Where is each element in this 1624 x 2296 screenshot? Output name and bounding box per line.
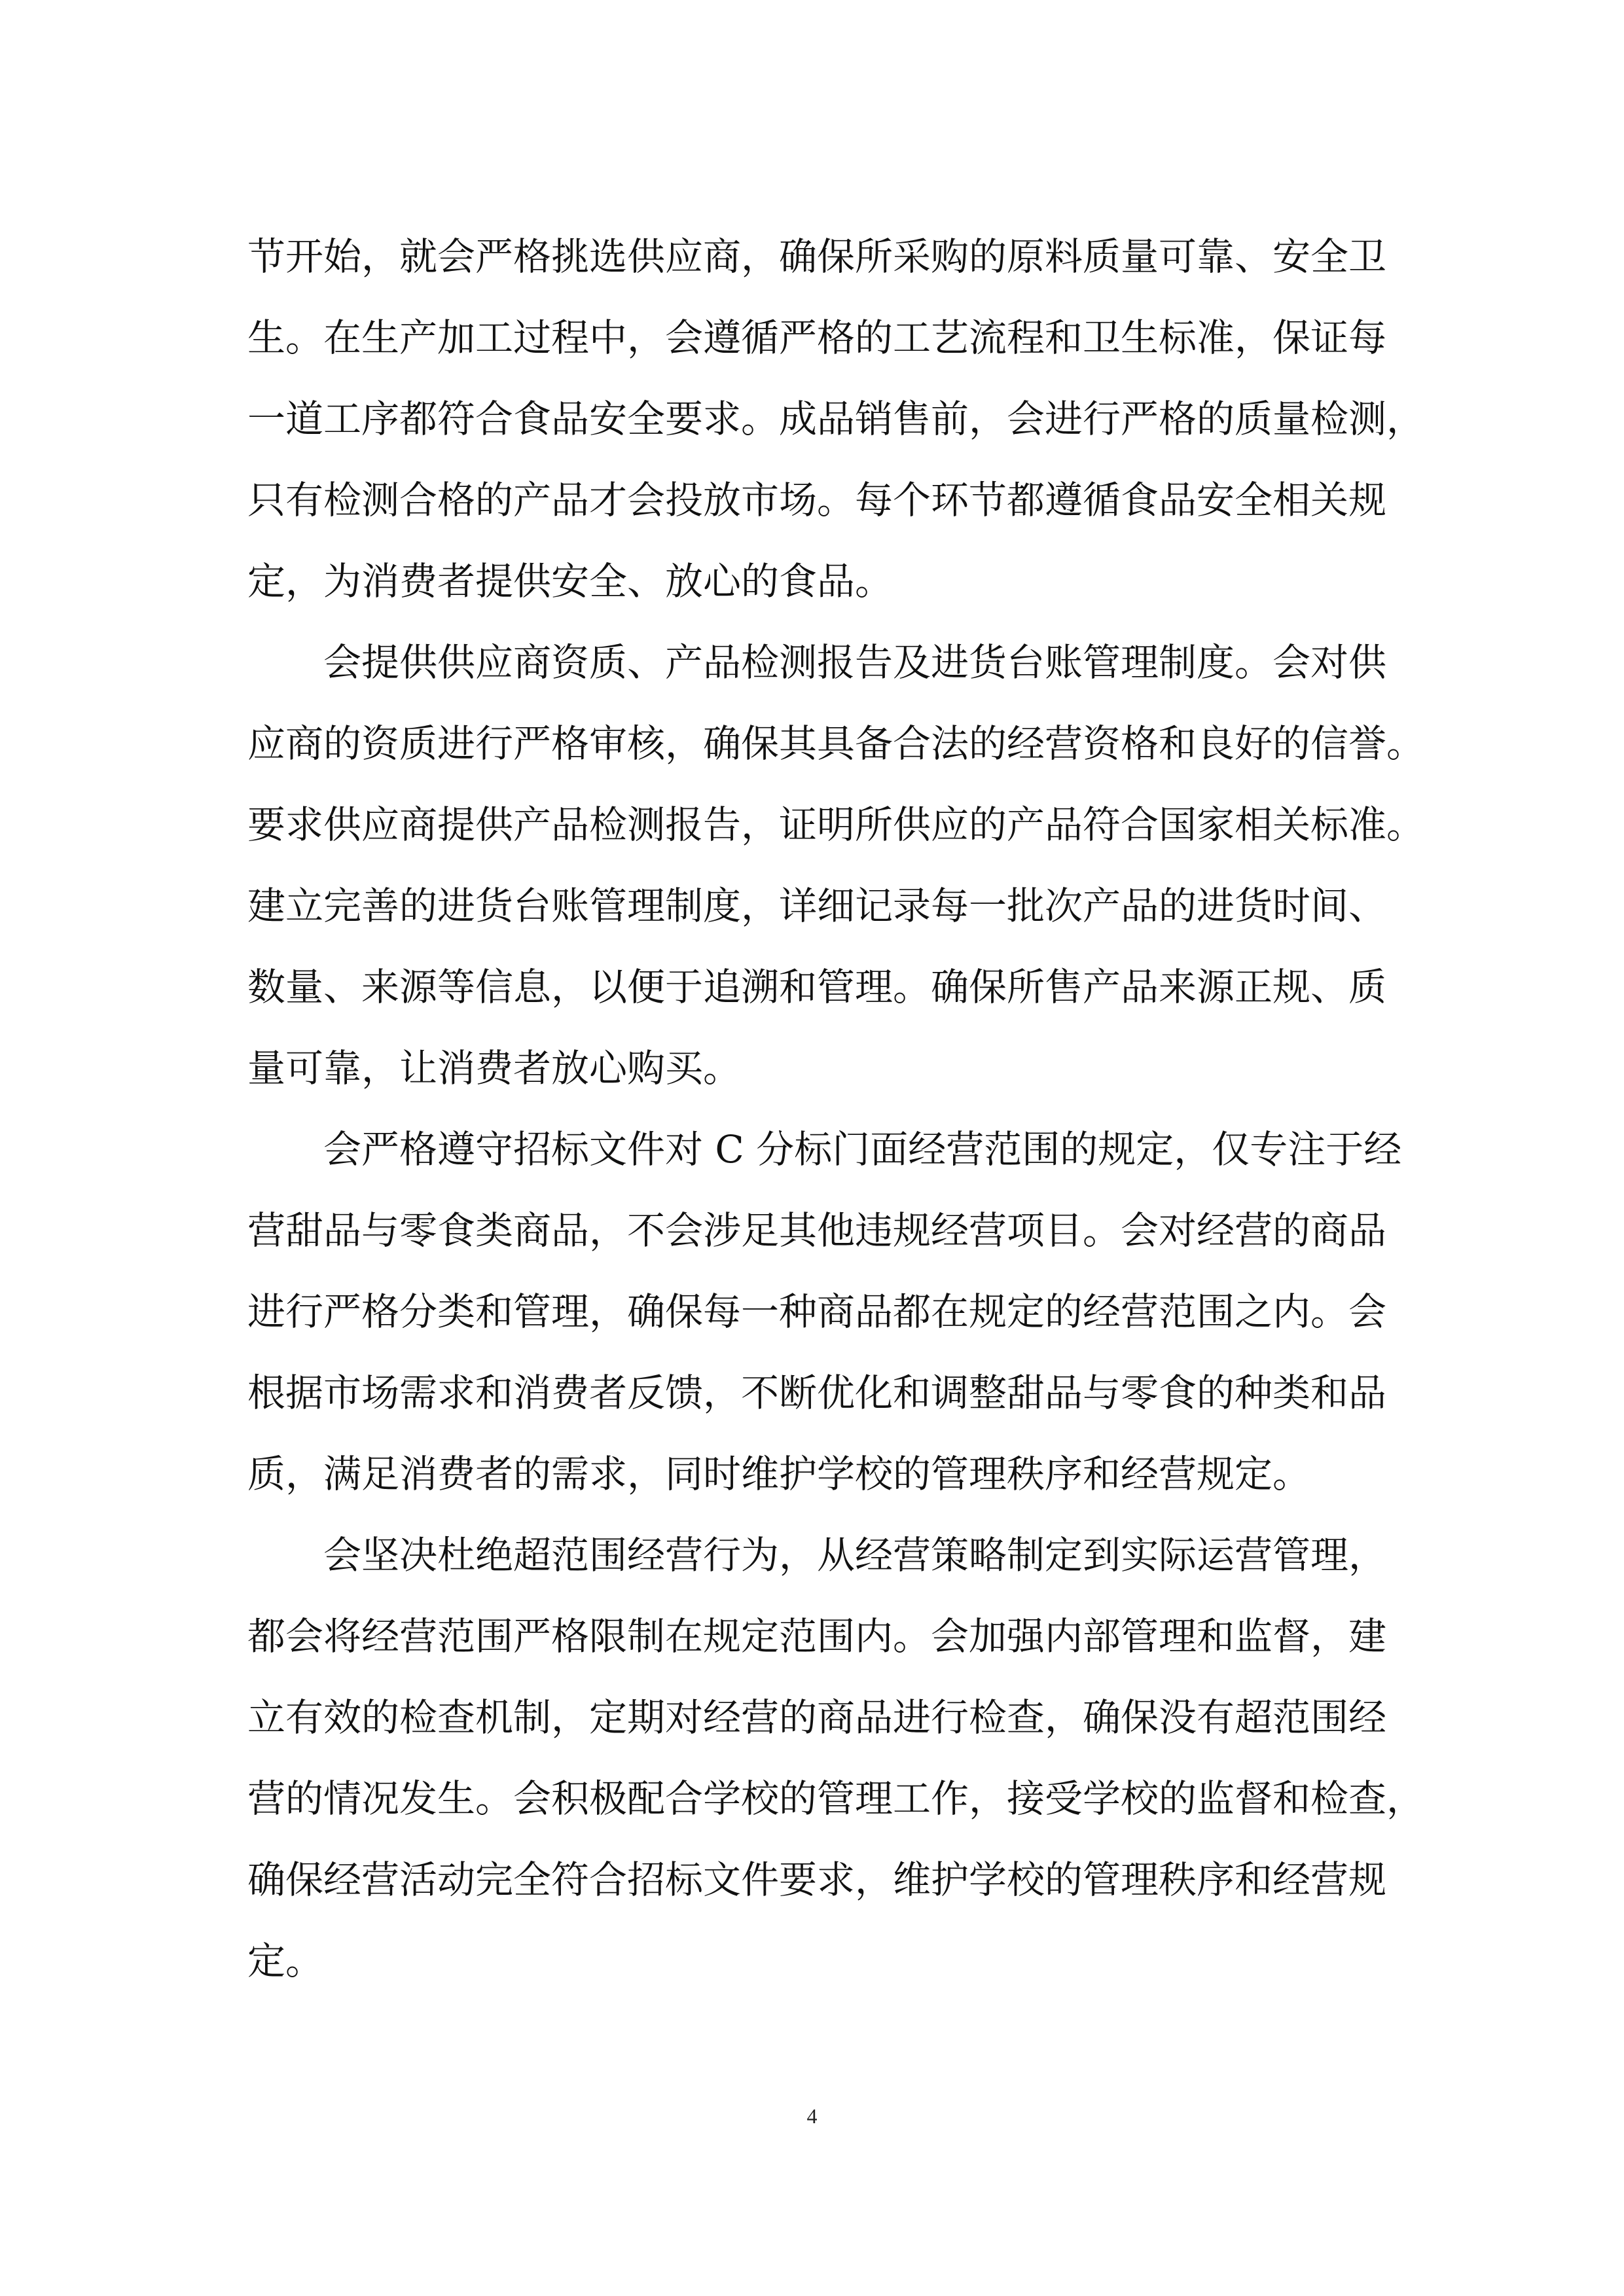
text-line: 确保经营活动完全符合招标文件要求，维护学校的管理秩序和经营规 — [247, 1857, 1387, 1902]
text-line: 要求供应商提供产品检测报告，证明所供应的产品符合国家相关标准。 — [247, 802, 1425, 847]
text-line: 会严格遵守招标文件对 C 分标门面经营范围的规定，仅专注于经 — [323, 1127, 1402, 1172]
text-line: 生。在生产加工过程中，会遵循严格的工艺流程和卫生标准，保证每 — [247, 315, 1387, 360]
text-line: 只有检测合格的产品才会投放市场。每个环节都遵循食品安全相关规 — [247, 478, 1387, 522]
text-line: 都会将经营范围严格限制在规定范围内。会加强内部管理和监督，建 — [247, 1614, 1387, 1659]
text-line: 定，为消费者提供安全、放心的食品。 — [247, 559, 893, 603]
text-line: 定。 — [247, 1939, 324, 1983]
text-line: 应商的资质进行严格审核，确保其具备合法的经营资格和良好的信誉。 — [247, 721, 1425, 766]
page-number: 4 — [806, 2104, 818, 2128]
body-text — [247, 216, 1425, 2001]
text-line: 营甜品与零食类商品，不会涉足其他违规经营项目。会对经营的商品 — [247, 1208, 1387, 1253]
text-line: 质，满足消费者的需求，同时维护学校的管理秩序和经营规定。 — [247, 1452, 1311, 1496]
text-line: 立有效的检查机制，定期对经营的商品进行检查，确保没有超范围经 — [247, 1695, 1387, 1740]
text-line: 会提供供应商资质、产品检测报告及进货台账管理制度。会对供 — [323, 640, 1387, 685]
text-line: 建立完善的进货台账管理制度，详细记录每一批次产品的进货时间、 — [247, 884, 1387, 928]
text-line: 数量、来源等信息，以便于追溯和管理。确保所售产品来源正规、质 — [247, 965, 1387, 1009]
text-line: 营的情况发生。会积极配合学校的管理工作，接受学校的监督和检查， — [247, 1776, 1425, 1821]
text-line: 根据市场需求和消费者反馈，不断优化和调整甜品与零食的种类和品 — [247, 1371, 1387, 1415]
text-line: 一道工序都符合食品安全要求。成品销售前，会进行严格的质量检测， — [247, 397, 1425, 441]
text-line: 会坚决杜绝超范围经营行为，从经营策略制定到实际运营管理， — [323, 1533, 1387, 1577]
text-line: 量可靠，让消费者放心购买。 — [247, 1046, 742, 1090]
text-line: 节开始，就会严格挑选供应商，确保所采购的原料质量可靠、安全卫 — [247, 234, 1387, 279]
text-line: 进行严格分类和管理，确保每一种商品都在规定的经营范围之内。会 — [247, 1289, 1387, 1334]
